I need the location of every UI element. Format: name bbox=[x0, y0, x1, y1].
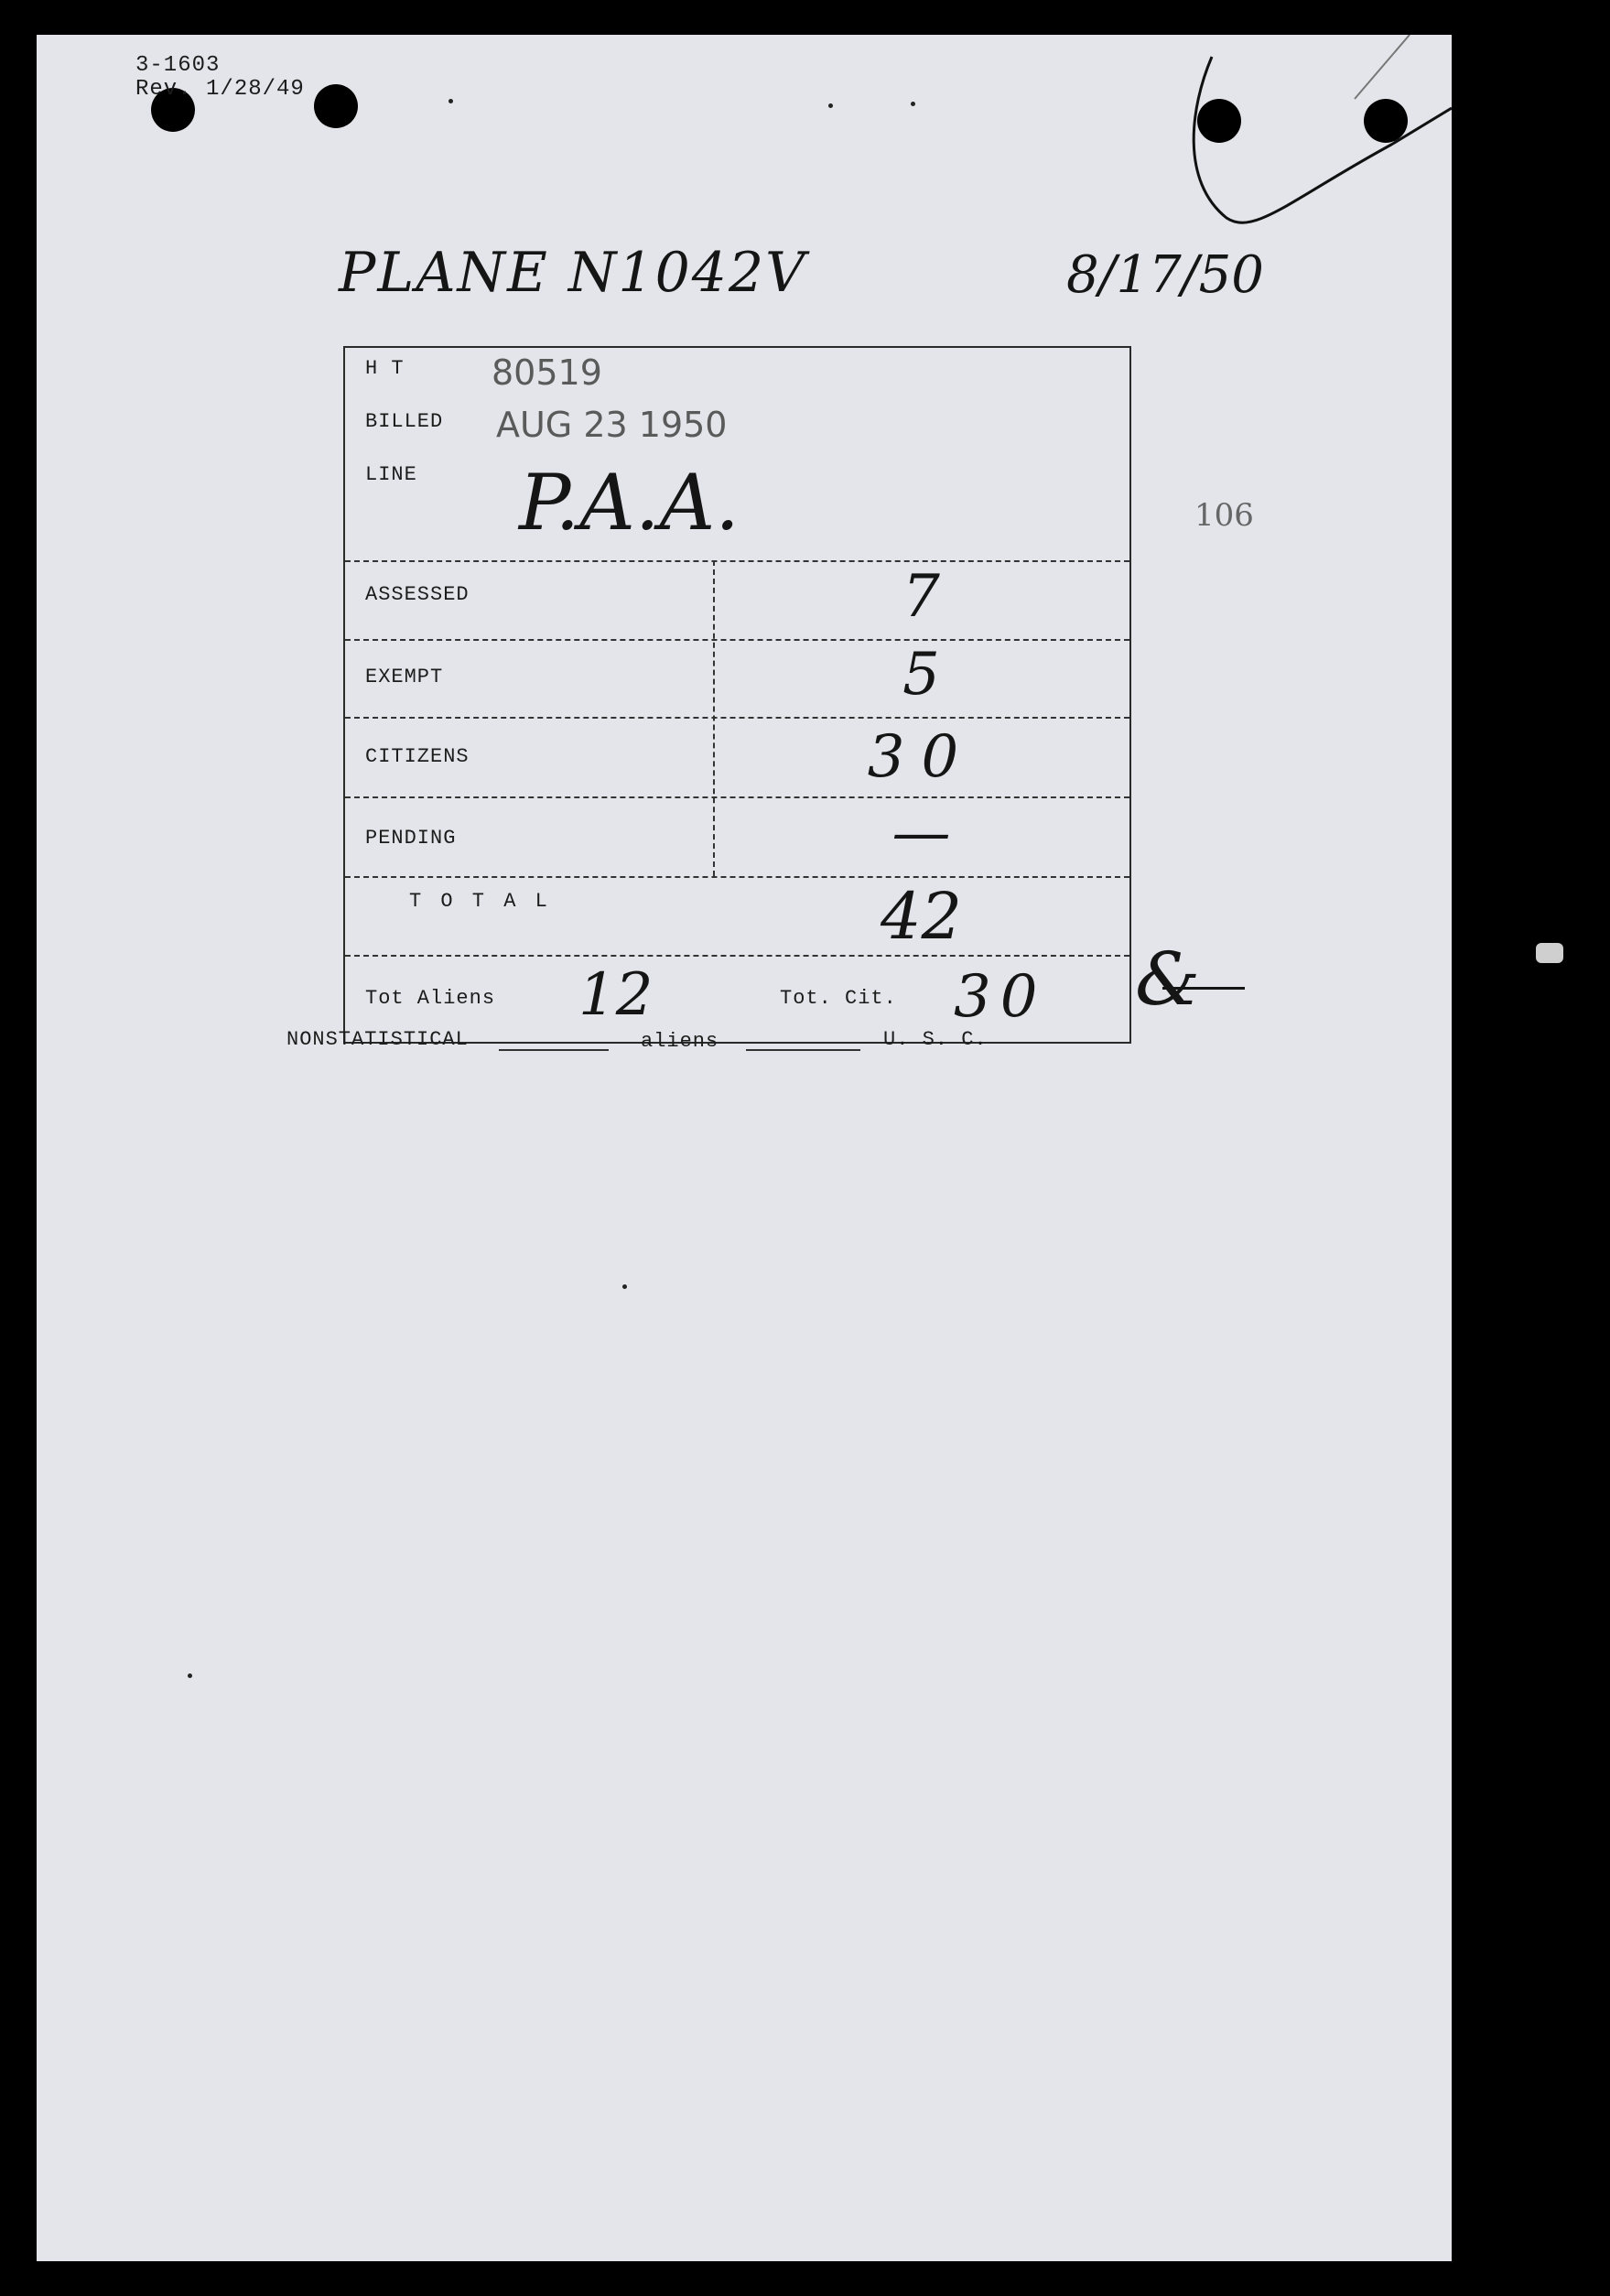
usc-label: U. S. C. bbox=[883, 1028, 988, 1051]
line-label: LINE bbox=[365, 463, 417, 486]
row-value-citizens: 30 bbox=[867, 723, 976, 791]
form-revision: Rev. 1/28/49 bbox=[135, 77, 305, 102]
divider bbox=[345, 717, 1129, 719]
speck bbox=[911, 102, 915, 106]
row-value-assessed: 7 bbox=[902, 563, 940, 631]
divider bbox=[345, 955, 1129, 957]
handwritten-date: 8/17/50 bbox=[1066, 245, 1264, 305]
edge-mark bbox=[1536, 943, 1563, 963]
speck bbox=[828, 103, 833, 108]
speck bbox=[188, 1673, 192, 1678]
tot-aliens-value: 12 bbox=[578, 961, 654, 1029]
tot-aliens-label: Tot Aliens bbox=[365, 987, 496, 1010]
nonstatistical-blank bbox=[499, 1049, 609, 1051]
row-value-exempt: 5 bbox=[902, 641, 940, 709]
divider bbox=[345, 796, 1129, 798]
billed-label: BILLED bbox=[365, 410, 444, 433]
row-label-assessed: ASSESSED bbox=[365, 583, 470, 606]
punch-hole bbox=[314, 84, 358, 128]
plane-number: PLANE N1042V bbox=[339, 241, 807, 305]
row-label-pending: PENDING bbox=[365, 827, 457, 850]
document-page bbox=[37, 35, 1452, 2261]
ht-value: 80519 bbox=[492, 352, 602, 393]
speck bbox=[448, 99, 453, 103]
form-number: 3-1603 bbox=[135, 53, 221, 78]
row-value-pending: — bbox=[891, 799, 951, 867]
ht-label: H T bbox=[365, 357, 405, 380]
initials-stroke bbox=[1162, 987, 1245, 990]
margin-number: 106 bbox=[1194, 497, 1254, 534]
divider bbox=[345, 876, 1129, 878]
tally-box bbox=[343, 346, 1131, 1044]
aliens-label: aliens bbox=[641, 1030, 719, 1053]
handwritten-initials: & bbox=[1135, 937, 1201, 1022]
divider bbox=[345, 560, 1129, 562]
line-value: P.A.A. bbox=[519, 458, 740, 547]
total-label: T O T A L bbox=[409, 890, 551, 913]
tot-cit-value: 30 bbox=[954, 963, 1047, 1031]
row-label-citizens: CITIZENS bbox=[365, 745, 470, 768]
row-label-exempt: EXEMPT bbox=[365, 666, 444, 688]
speck bbox=[622, 1284, 627, 1289]
nonstatistical-label: NONSTATISTICAL bbox=[286, 1028, 469, 1051]
total-value: 42 bbox=[880, 879, 963, 954]
billed-value: AUG 23 1950 bbox=[496, 405, 728, 445]
tot-cit-label: Tot. Cit. bbox=[780, 987, 897, 1010]
aliens-blank bbox=[746, 1049, 860, 1051]
